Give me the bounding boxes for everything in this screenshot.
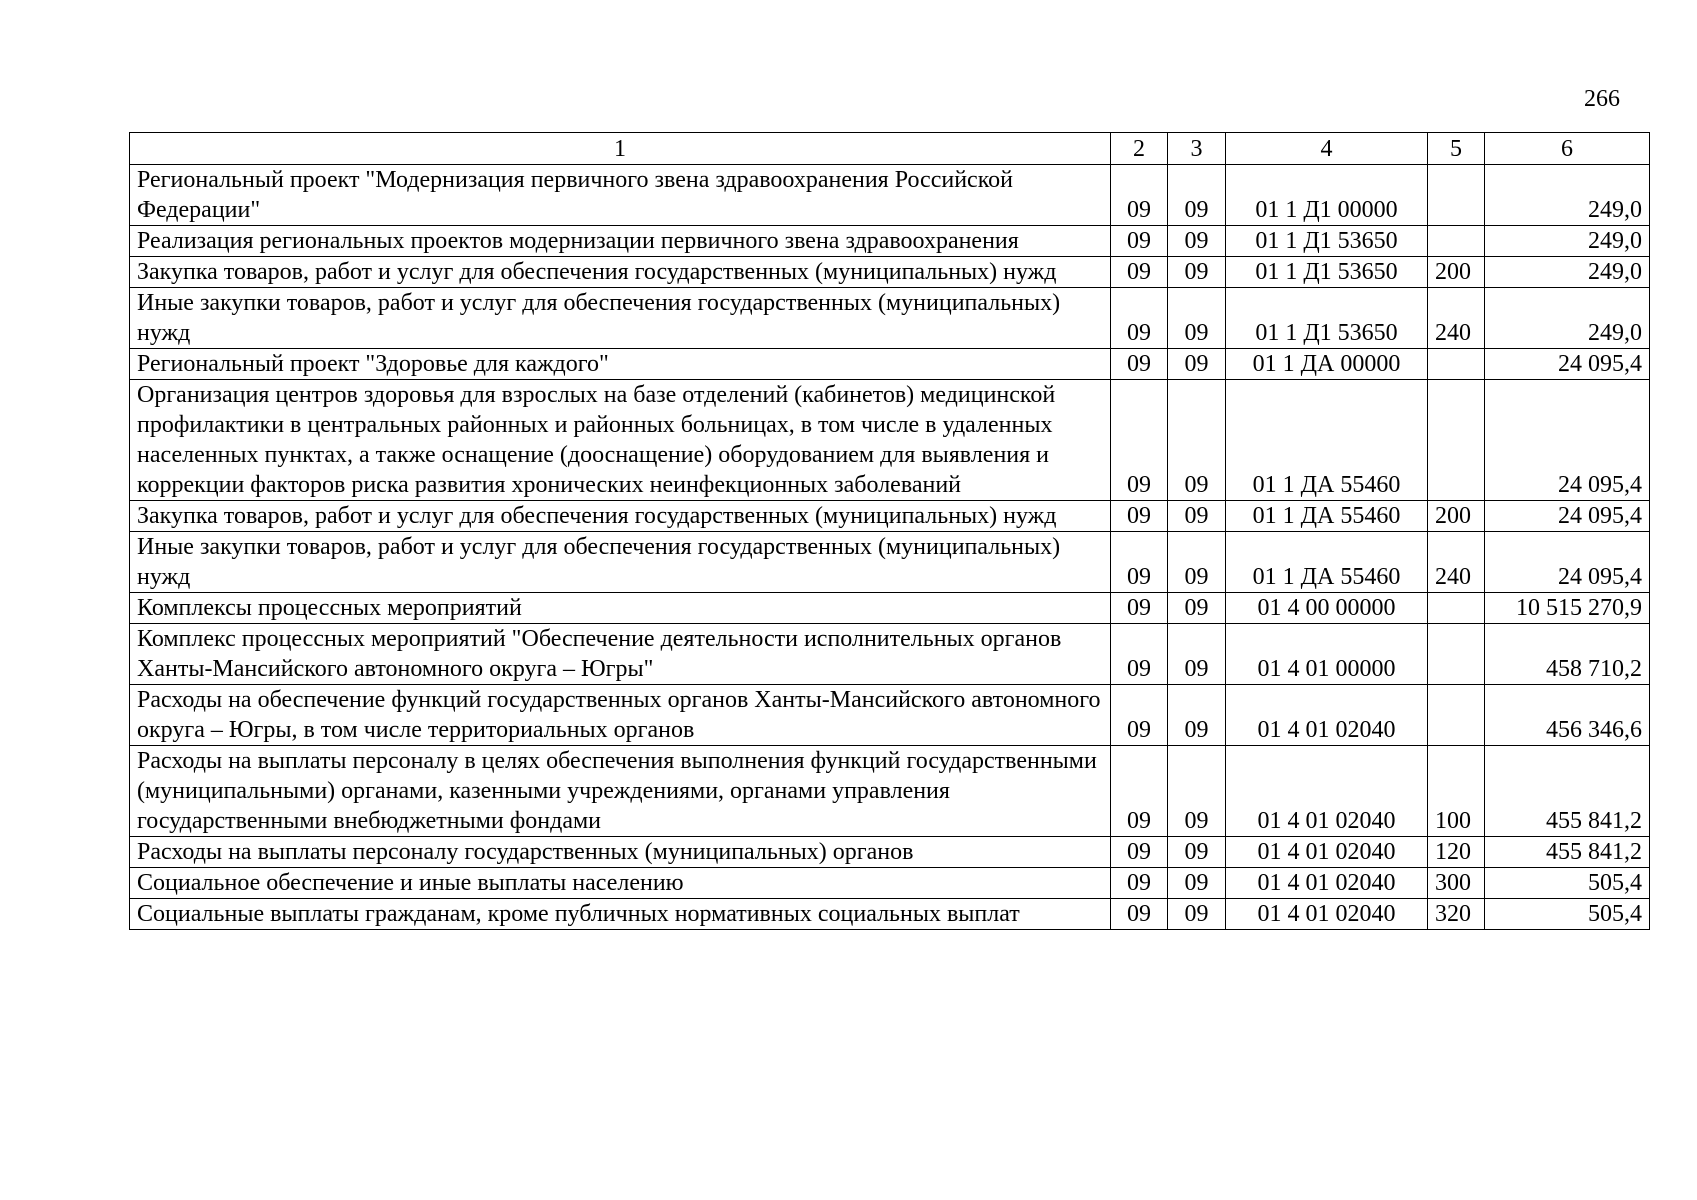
- table-row: [130, 288, 1650, 349]
- table-row: [130, 501, 1650, 532]
- row-amount: 24 095,4: [1485, 380, 1650, 501]
- row-target-article: 01 4 01 02040: [1226, 746, 1428, 837]
- row-target-article: 01 1 ДА 55460: [1226, 532, 1428, 593]
- row-target-article: 01 1 Д1 53650: [1226, 288, 1428, 349]
- row-amount: 249,0: [1485, 226, 1650, 257]
- row-section: 09: [1111, 349, 1168, 380]
- row-section: 09: [1111, 380, 1168, 501]
- row-expense-type: [1428, 165, 1485, 226]
- row-expense-type: 200: [1428, 257, 1485, 288]
- row-expense-type: 240: [1428, 288, 1485, 349]
- table-body: [130, 165, 1650, 930]
- row-target-article: 01 4 01 02040: [1226, 899, 1428, 930]
- row-amount: 24 095,4: [1485, 532, 1650, 593]
- table-header-row: [130, 133, 1650, 165]
- row-subsection: 09: [1168, 349, 1226, 380]
- row-name: Социальное обеспечение и иные выплаты населению: [130, 868, 1111, 899]
- row-subsection: 09: [1168, 257, 1226, 288]
- row-expense-type: 200: [1428, 501, 1485, 532]
- page-number: 266: [1584, 86, 1620, 112]
- row-section: 09: [1111, 899, 1168, 930]
- row-subsection: 09: [1168, 593, 1226, 624]
- row-name: Иные закупки товаров, работ и услуг для обеспечения государственных (муниципальных) нужд: [130, 532, 1111, 593]
- row-expense-type: 120: [1428, 837, 1485, 868]
- row-amount: 249,0: [1485, 165, 1650, 226]
- table-row: [130, 257, 1650, 288]
- column-header-4: 4: [1226, 133, 1428, 165]
- column-header-1: 1: [130, 133, 1111, 165]
- table-row: [130, 165, 1650, 226]
- row-subsection: 09: [1168, 226, 1226, 257]
- row-name: Комплексы процессных мероприятий: [130, 593, 1111, 624]
- row-name: Расходы на обеспечение функций государственных органов Ханты-Мансийского автономного округа – Югры, в том числе территориальных органов: [130, 685, 1111, 746]
- table-row: [130, 685, 1650, 746]
- row-section: 09: [1111, 624, 1168, 685]
- row-target-article: 01 1 Д1 00000: [1226, 165, 1428, 226]
- column-header-2: 2: [1111, 133, 1168, 165]
- row-name: Региональный проект "Здоровье для каждого": [130, 349, 1111, 380]
- row-section: 09: [1111, 165, 1168, 226]
- row-subsection: 09: [1168, 532, 1226, 593]
- row-name: Комплекс процессных мероприятий "Обеспечение деятельности исполнительных органов Ханты-Мансийского автономного округа – Югры": [130, 624, 1111, 685]
- row-subsection: 09: [1168, 685, 1226, 746]
- table-row: [130, 868, 1650, 899]
- row-expense-type: 320: [1428, 899, 1485, 930]
- row-expense-type: 100: [1428, 746, 1485, 837]
- row-subsection: 09: [1168, 501, 1226, 532]
- row-amount: 456 346,6: [1485, 685, 1650, 746]
- column-header-5: 5: [1428, 133, 1485, 165]
- row-amount: 24 095,4: [1485, 349, 1650, 380]
- row-amount: 505,4: [1485, 899, 1650, 930]
- row-expense-type: 300: [1428, 868, 1485, 899]
- row-name: Иные закупки товаров, работ и услуг для обеспечения государственных (муниципальных) нужд: [130, 288, 1111, 349]
- row-section: 09: [1111, 868, 1168, 899]
- row-amount: 10 515 270,9: [1485, 593, 1650, 624]
- row-expense-type: [1428, 226, 1485, 257]
- table-row: [130, 746, 1650, 837]
- table-row: [130, 593, 1650, 624]
- row-target-article: 01 4 01 00000: [1226, 624, 1428, 685]
- row-name: Региональный проект "Модернизация первичного звена здравоохранения Российской Федерации": [130, 165, 1111, 226]
- row-expense-type: [1428, 593, 1485, 624]
- row-name: Расходы на выплаты персоналу государственных (муниципальных) органов: [130, 837, 1111, 868]
- row-name: Социальные выплаты гражданам, кроме публичных нормативных социальных выплат: [130, 899, 1111, 930]
- row-target-article: 01 4 01 02040: [1226, 837, 1428, 868]
- row-expense-type: [1428, 685, 1485, 746]
- row-target-article: 01 4 01 02040: [1226, 685, 1428, 746]
- row-expense-type: [1428, 380, 1485, 501]
- row-section: 09: [1111, 257, 1168, 288]
- row-target-article: 01 4 00 00000: [1226, 593, 1428, 624]
- row-name: Закупка товаров, работ и услуг для обеспечения государственных (муниципальных) нужд: [130, 257, 1111, 288]
- row-amount: 455 841,2: [1485, 837, 1650, 868]
- row-amount: 458 710,2: [1485, 624, 1650, 685]
- row-section: 09: [1111, 532, 1168, 593]
- row-expense-type: [1428, 349, 1485, 380]
- row-name: Расходы на выплаты персоналу в целях обеспечения выполнения функций государственными (муниципальными) органами, казенными учреждениями, органами управления государственными внебюджетными фондами: [130, 746, 1111, 837]
- table-row: [130, 624, 1650, 685]
- row-subsection: 09: [1168, 868, 1226, 899]
- table-row: [130, 380, 1650, 501]
- row-target-article: 01 1 ДА 00000: [1226, 349, 1428, 380]
- row-section: 09: [1111, 685, 1168, 746]
- row-name: Организация центров здоровья для взрослых на базе отделений (кабинетов) медицинской профилактики в центральных районных и районных больницах, в том числе в удаленных населенных пунктах, а также оснащение (дооснащение) оборудованием для выявления и коррекции факторов риска развития хронических неинфекционных заболеваний: [130, 380, 1111, 501]
- row-target-article: 01 1 ДА 55460: [1226, 501, 1428, 532]
- row-subsection: 09: [1168, 380, 1226, 501]
- row-target-article: 01 4 01 02040: [1226, 868, 1428, 899]
- row-target-article: 01 1 Д1 53650: [1226, 226, 1428, 257]
- table-row: [130, 226, 1650, 257]
- row-subsection: 09: [1168, 288, 1226, 349]
- row-subsection: 09: [1168, 165, 1226, 226]
- row-amount: 24 095,4: [1485, 501, 1650, 532]
- row-name: Закупка товаров, работ и услуг для обеспечения государственных (муниципальных) нужд: [130, 501, 1111, 532]
- row-target-article: 01 1 ДА 55460: [1226, 380, 1428, 501]
- row-expense-type: [1428, 624, 1485, 685]
- table-row: [130, 349, 1650, 380]
- column-header-6: 6: [1485, 133, 1650, 165]
- row-section: 09: [1111, 593, 1168, 624]
- budget-table: [129, 132, 1650, 930]
- row-section: 09: [1111, 288, 1168, 349]
- row-target-article: 01 1 Д1 53650: [1226, 257, 1428, 288]
- row-amount: 249,0: [1485, 288, 1650, 349]
- row-amount: 249,0: [1485, 257, 1650, 288]
- row-expense-type: 240: [1428, 532, 1485, 593]
- row-section: 09: [1111, 746, 1168, 837]
- table-row: [130, 532, 1650, 593]
- table-row: [130, 899, 1650, 930]
- table-row: [130, 837, 1650, 868]
- row-amount: 505,4: [1485, 868, 1650, 899]
- row-section: 09: [1111, 837, 1168, 868]
- row-subsection: 09: [1168, 837, 1226, 868]
- row-amount: 455 841,2: [1485, 746, 1650, 837]
- row-subsection: 09: [1168, 899, 1226, 930]
- row-subsection: 09: [1168, 624, 1226, 685]
- column-header-3: 3: [1168, 133, 1226, 165]
- row-section: 09: [1111, 226, 1168, 257]
- row-name: Реализация региональных проектов модернизации первичного звена здравоохранения: [130, 226, 1111, 257]
- row-section: 09: [1111, 501, 1168, 532]
- row-subsection: 09: [1168, 746, 1226, 837]
